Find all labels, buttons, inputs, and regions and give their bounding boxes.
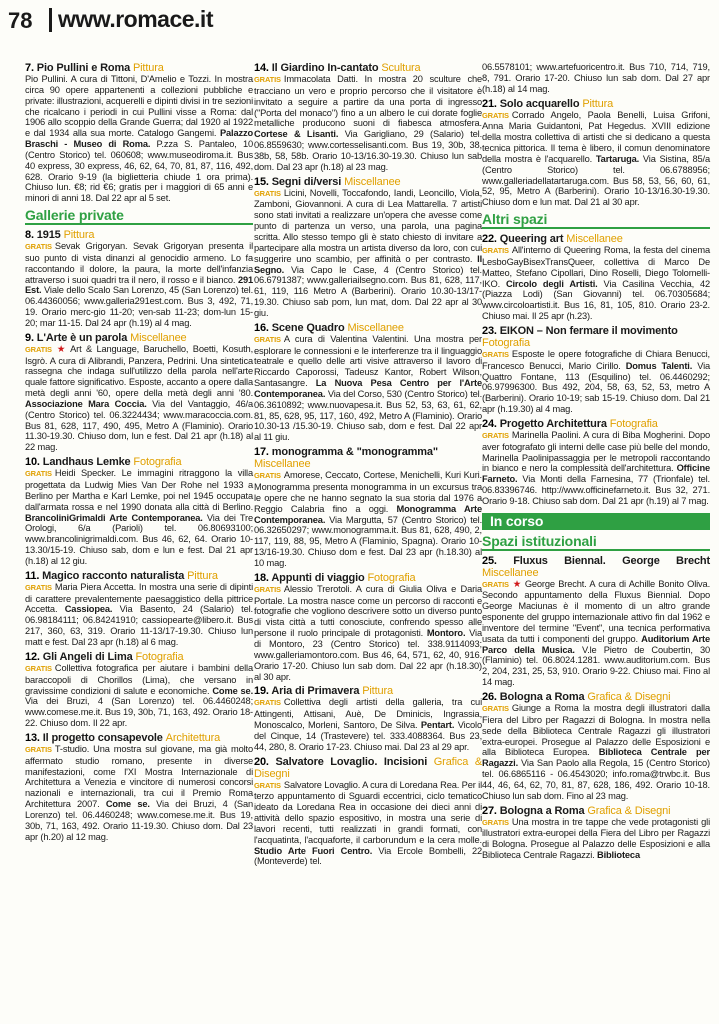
entry-22: 22. Queering art Miscellanee GRATIS All'interno di Queering Roma, la festa del cinema LesboGayBisexTransQueer, collettiva di Marco De Matteo, Stefano Cipollari, Dino Roselli, Diego Tolomelli-IKO. Circolo degli Artisti. Via Casilina Vecchia, 42 (Piazza Lodi) (San Giovanni) tel. 06.70305684; www.circoloartisti.it. Bus 16, 81, 105, 810. Orario 23-2. Chiuso mai. Il 25 apr (h.23). xyxy=(482,232,711,322)
entry-18: 18. Appunti di viaggio Fotografia GRATIS Alessio Trerotoli. A cura di Giulia Oliva e Daria Portale. La mostra nasce come un percorso di racconti e fotografie che vogliono descrivere sotto un diverso punto di vista città a tutti conosciute, confrendo spesso alle persone il ruolo principale di protagonisti. Montoro. Via di Montoro, 23 (Centro Storico) tel. 338.9114093; www.galleriamontoro.com. Bus 46, 64, 571, 62, 40, 916. Orario 17-20. Chiuso lun sab dom. Dal 22 apr (h.18.30) al 30 apr. xyxy=(254,571,482,682)
page-header xyxy=(0,0,719,38)
site-url[interactable]: www.romace.it xyxy=(58,6,213,32)
entry-20-continued: 06.5578101; www.artefuoricentro.it. Bus 710, 714, 719, 8, 791. Orario 17-20. Chiuso lun sab dom. Dal 27 apr (h.18) al 14 mag. xyxy=(482,62,710,94)
entry-10: 10. Landhaus Lemke Fotografia GRATIS Heidi Specker. Le immagini ritraggono la villa progettata da Ludwig Mies Van Der Rohe nel 1933 a Berlino per Martha e Karl Lemke, poi nel 1945 occupata dall'armata rossa e nel 1990 donata alla città di Berlino. BrancoliniGrimaldi Arte Contemporanea. Via dei Tre Orologi, 6/a (Parioli) tel. 06.80693100; www.brancolinigrimaldi.com. Bus 46, 62, 64. Orario 10-13.30/15-19. Chiuso sab, dom e lun e fest. Dal 21 apr (h.18) al 12 giu. xyxy=(25,456,254,566)
in-corso-banner: In corso xyxy=(482,513,710,530)
entry-20: 20. Salvatore Lovaglio. Incisioni Grafica & Disegni GRATIS Salvatore Lovaglio. A cura di Loredana Rea. Per il terzo appuntamento di Sguardi eccentrici, ciclo tematico ideato da Loredana Rea in occasione dei dieci anni di attività dello spazio espositivo, in mostra una serie di lavori recenti, tutti realizzati in grandi formati, con l'acquatinta, l'acquaforte, il carborundum e la cera molle. Studio Arte Fuori Centro. Via Ercole Bombelli, 22 (Monteverde) tel. xyxy=(254,755,483,867)
entry-19: 19. Aria di Primavera Pittura GRATIS Collettiva degli artisti della galleria, tra cui Attingenti, Attisani, Auè, De Dminicis, Ingrassia, Monoscalco, Morleni, Santoro, De Silva. Pentart. Vicolo del Cinque, 14 (Trastevere) tel. 333.4088364. Bus 23, 44, 280, 8. Orario 17-23. Chiuso mai. Dal 23 al 29 apr. xyxy=(254,685,482,752)
column-2 xyxy=(254,62,482,870)
entry-24: 24. Progetto Architettura Fotografia GRATIS Marinella Paolini. A cura di Biba Mogherini. Dopo aver fotografato gli interni delle case più belle del mondo, Marinella Paolinipassaggia per le metropoli raccontando in bianco e nero la complessità dell'architettura. Officine Farneto. Via Monti della Farnesina, 77 (Trionfale) tel. 06.83396746. http://www.officinefarneto.it. Bus 32, 271. Orario 9-18. Chiuso sab dom. Dal 21 apr (h.19) al 7 mag. xyxy=(482,417,710,506)
entry-11: 11. Magico racconto naturalista Pittura GRATIS Maria Piera Accetta. In mostra una serie di dipinti di carattere prevalentemente paesaggistico della pittrice Accetta. Cassiopea. Via Basento, 24 (Salario) tel. 06.98184111; 06.84241910; cassiopearte@libero.it. Bus 217, 360, 63, 319. Orario 11-13/17-19.30. Chiuso lun matt e fest. Dal 23 apr (h.18) al 6 mag. xyxy=(25,569,253,647)
entry-8: 8. 1915 Pittura GRATIS Sevak Grigoryan. Sevak Grigoryan presenta il suo punto di vista dinanzi al genocidio armeno. Lo fa raccontando il dolore, la paura, la morte dell'infanzia attraverso i suoi quadri tra il nero, il rosso e il bianco. 291 Est. Viale dello Scalo San Lorenzo, 45 (San Lorenzo) tel. 06.44360056; www.galleria291est.com. Bus 3, 492, 71, 19. Orario merc-gio 11-20; ven-sab 11-23; dom-lun 15-20; mar 11-15. Dal 24 apr (h.19) al 4 mag. xyxy=(25,228,254,328)
section-spazi-istituzionali: Spazi istituzionali xyxy=(482,536,710,551)
entry-17: 17. monogramma & "monogramma" Miscellanee GRATIS Amorese, Ceccato, Cortese, Menichelli, Kuri Kuri. Monogramma presenta monogramma in un excursus tra le opere che ne hanno segnato la sua storia dal 1976 a Reggio Calabria fino a oggi. Monogramma Arte Contemporanea. Via Margutta, 57 (Centro Storico) tel. 06.32650297; www.monogramma.it. Bus 81, 628, 490, 2, 117, 119, 88, 95, Metro A (Flaminio, Spagna). Orario 10-13/16-19.30. Chiuso dom e fest. Dal 23 apr (h.18.30) al 10 mag. xyxy=(254,446,483,568)
page-number: 78 xyxy=(8,8,33,33)
section-altri-spazi: Altri spazi xyxy=(482,214,710,229)
header-divider xyxy=(49,8,52,32)
gratis-badge: GRATIS xyxy=(25,241,52,251)
entry-23: 23. EIKON – Non fermare il movimento Fotografia GRATIS Esposte le opere fotografiche di Chiara Benucci, Francesco Benucci, Mario Cirillo. Domus Talenti. Via Quattro Fontane, 113 (Esquilino) tel. 06.4460292; 06.97996300. Bus 492, 204, 58, 63, 52, 53, metro A (Barberini). Orario 10-19; sab 15-19. Chiuso dom. Dal 21 apr (h.19.30) al 4 mag. xyxy=(482,324,711,415)
column-1 xyxy=(25,62,253,845)
column-3 xyxy=(482,62,710,864)
entry-7: 7. Pio Pullini e Roma Pittura Pio Pullini. A cura di Tittoni, D'Amelio e Tozzi. In mostra circa 90 opere appartenenti a collezioni pubbliche e private: illustrazioni, acquerelli e dipinti divisi in tre sezioni che ricalcano i periodi in cui Pullini visse a Roma: dal 1906 allo scoppio della Grande Guerra; dal 1920 al 1922 e dal 1934 alla sua morte. Catalogo Gangemi. Palazzo Braschi - Museo di Roma. P.zza S. Pantaleo, 10 (Centro Storico) tel. 060608; www.museodiroma.it. Bus 40 express, 30 express, 46, 62, 64, 70, 81, 87, 116, 492, 628. Orario 9-19 (la biglietteria chiude 1 ora prima). Chiuso lun. €8; rid €6; gratis per i maggiori di 65 anni e minori di anni 18. Dal 22 apr al 5 set. xyxy=(25,62,254,204)
section-gallerie-private: Gallerie private xyxy=(25,210,253,225)
entry-12: 12. Gli Angeli di Lima Fotografia GRATIS Collettiva fotografica per aiutare i bambini della baraccopoli di Chorillos (Lima), che versano in gravissime condizioni di salute e economiche. Come se. Via dei Bruzi, 4 (San Lorenzo) tel. 06.4460248; www.comese.me.it. Bus 19, 30b, 71, 163, 492. Orario 18-22. Chiuso dom. Il 22 apr. xyxy=(25,650,254,729)
entry-16: 16. Scene Quadro Miscellanee GRATIS A cura di Valentina Valentini. Una mostra per esplorare le connessioni e le interferenze tra il linguaggio teatrale e quello delle arti visive attraverso il lavoro di Riccardo Caporossi, Tadeusz Kantor, Robert Wilson, Santasangre. La Nuova Pesa Centro per l'Arte Contemporanea. Via del Corso, 530 (Centro Storico) tel. 06.3610892; www.nuovapesa.it. Bus 52, 53, 63, 61, 62, 81, 85, 628, 95, 117, 160, 492, Metro A (Flaminio). Orario 10.30-13 /15.30-19. Chiuso sab, dom e fest. Dal 22 apr al 11 giu. xyxy=(254,321,482,443)
entry-14: 14. Il Giardino In-cantato Scultura GRATIS Immacolata Datti. In mostra 20 sculture che tracciano un vero e proprio percorso che il visitatore è invitato a seguire a partire da una porta di ingresso ("Porta del monaco") fino a un albero le cui dorate foglie metalliche producono suoni di fiabesca atmosfera. Cortese & Lisanti. Via Garigliano, 29 (Salario) tel. 06.8559630; www.cortesselisanti.com. Bus 19, 30b, 38, 38b, 58, 58b. Orario 10-13/16.30-19.30. Chiuso lun sab dom. Dal 23 apr (h.18) al 23 mag. xyxy=(254,62,483,172)
entry-13: 13. Il progetto consapevole Architettura GRATIS T-studio. Una mostra sul giovane, ma già molto affermato studio romano, presente in diverse manifestazioni, come l'XI Mostra Internazionale di Architettura a Venezia e vincitore di numerosi concorsi nazionali e internazionali, tra cui il Premio Roma Architettura 2007. Come se. Via dei Bruzi, 4 (San Lorenzo) tel. 06.4460248; www.comese.me.it. Bus 19, 30b, 71, 163, 492. Orario 11-19.30. Chiuso dom. Dal 23 apr (h.20) al 12 mag. xyxy=(25,731,254,842)
entry-26: 26. Bologna a Roma Grafica & Disegni GRATIS Giunge a Roma la mostra degli illustratori dalla Fiera del Libro per Ragazzi di Bologna. In mostra nella sede della Biblioteca Centrale Ragazzi gli illustratori extra-europei. Prosegue al Palazzo delle Esposizioni e alla Biblioteca Europea. Biblioteca Centrale per Ragazzi. Via San Paolo alla Regola, 15 (Centro Storico) tel. 06.6865116 - 06.4543020; info.roma@trwbc.it. Bus 44, 46, 64, 62, 70, 81, 87, 628, 186, 492. Orario 10-18. Chiuso lun sab dom. Fino al 23 mag. xyxy=(482,690,710,801)
entry-21: 21. Solo acquarello Pittura GRATIS Corrado Angelo, Paola Benelli, Luisa Grifoni, Anna Maria Guidantoni, Pat Hegedus. XVIII edizione della mostra collettiva di artisti che si dedicano a questa tecnica pittorica. Il tema è libero, il comun denominatore della mostra è l'acquarello. Tartaruga. Via Sistina, 85/a (Centro Storico) tel. 06.6788956; www.galleriadellatartaruga.com. Bus 58, 53, 56, 60, 61, 52, 95, Metro A (Barberini). Orario 10-13/16.30-19.30. Chiuso dom e lun mat. Dal 21 al 30 apr. xyxy=(482,97,711,208)
venue: Palazzo Braschi - Museo di Roma. xyxy=(25,128,254,150)
entry-27: 27. Bologna a Roma Grafica & Disegni GRATIS Una mostra in tre tappe che vede protagonisti gli illustratori extra-europei della Fiera del Libro per Ragazzi di Bologna. Prosegue al Palazzo delle Esposizioni e alla Biblioteca Centrale Ragazzi. Biblioteca xyxy=(482,804,710,861)
entry-category: Pittura xyxy=(132,62,164,74)
entry-title: Pio Pullini e Roma xyxy=(36,62,131,74)
star-icon: ★ xyxy=(511,578,522,589)
star-icon: ★ xyxy=(54,343,68,354)
entry-25: 25. Fluxus Biennal. George Brecht Miscellanee GRATIS ★ George Brecht. A cura di Achille Bonito Oliva. Secondo appuntamento della Fluxus Biennial. Dopo George Maciunas è il momento di un altro grande esponente del gruppo internazionale attivo fin dal 1962 e inventore del termine "Event", una tecnica performativa usata da tutti i componenti del gruppo. Auditorium Arte Parco della Musica. V.le Pietro de Coubertin, 30 (Flaminio) tel. 06.8024.1281. www.auditorium.com. Bus 2, 204, 231, 25, 53, 910. Orario 9-22. Chiuso mai. Fino al 14 mag. xyxy=(482,554,711,688)
entry-9: 9. L'Arte è un parola Miscellanee GRATIS ★ Art & Language, Baruchello, Boetti, Kosuth, Isgrò. A cura di Alibrandi, Panzera, Pedrini. Una sintetica rassegna che indaga sull'utilizzo della parola nell'arte quale fattore significativo. Esposte, accanto a opere dalla metà degli anni '60, opere della metà degli anni '80. Associazione Mara Coccia. Via del Vantaggio, 46/a (Centro Storico) tel. 06.3224434; www.maracoccia.com. Bus 81, 628, 117, 490, 495, Metro A (Flaminio). Orario 11.30-19.30. Chiuso dom, lun e fest. Dal 21 apr (h.18) al 22 mag. xyxy=(25,331,254,453)
entry-15: 15. Segni di/versi Miscellanee GRATIS Licini, Novelli, Toccafondo, Iandi, Leoncillo, Viola, Zamboni, Giovannoni. A cura di Lea Mattarella. 7 artisti sono stati invitati a realizzare un'opera che avesse come punto di partenza un verso, una parola, una pagina scritta. Allo stesso tempo gli è stato chiesto di invitare a partecipare alla mostra un artista diverso da loro, con cui suggerire uno scambio, per affinità o per contrasto. Il Segno. Via Capo le Case, 4 (Centro Storico) tel. 06.6791387; www.galleriailsegno.com. Bus 81, 628, 117, 61, 119, 116 Metro A (Barberini). Orario 10.30-13/17-19.30. Chiuso sab pom, lun mat, dom. Dal 22 apr al 30 giu. xyxy=(254,175,483,318)
